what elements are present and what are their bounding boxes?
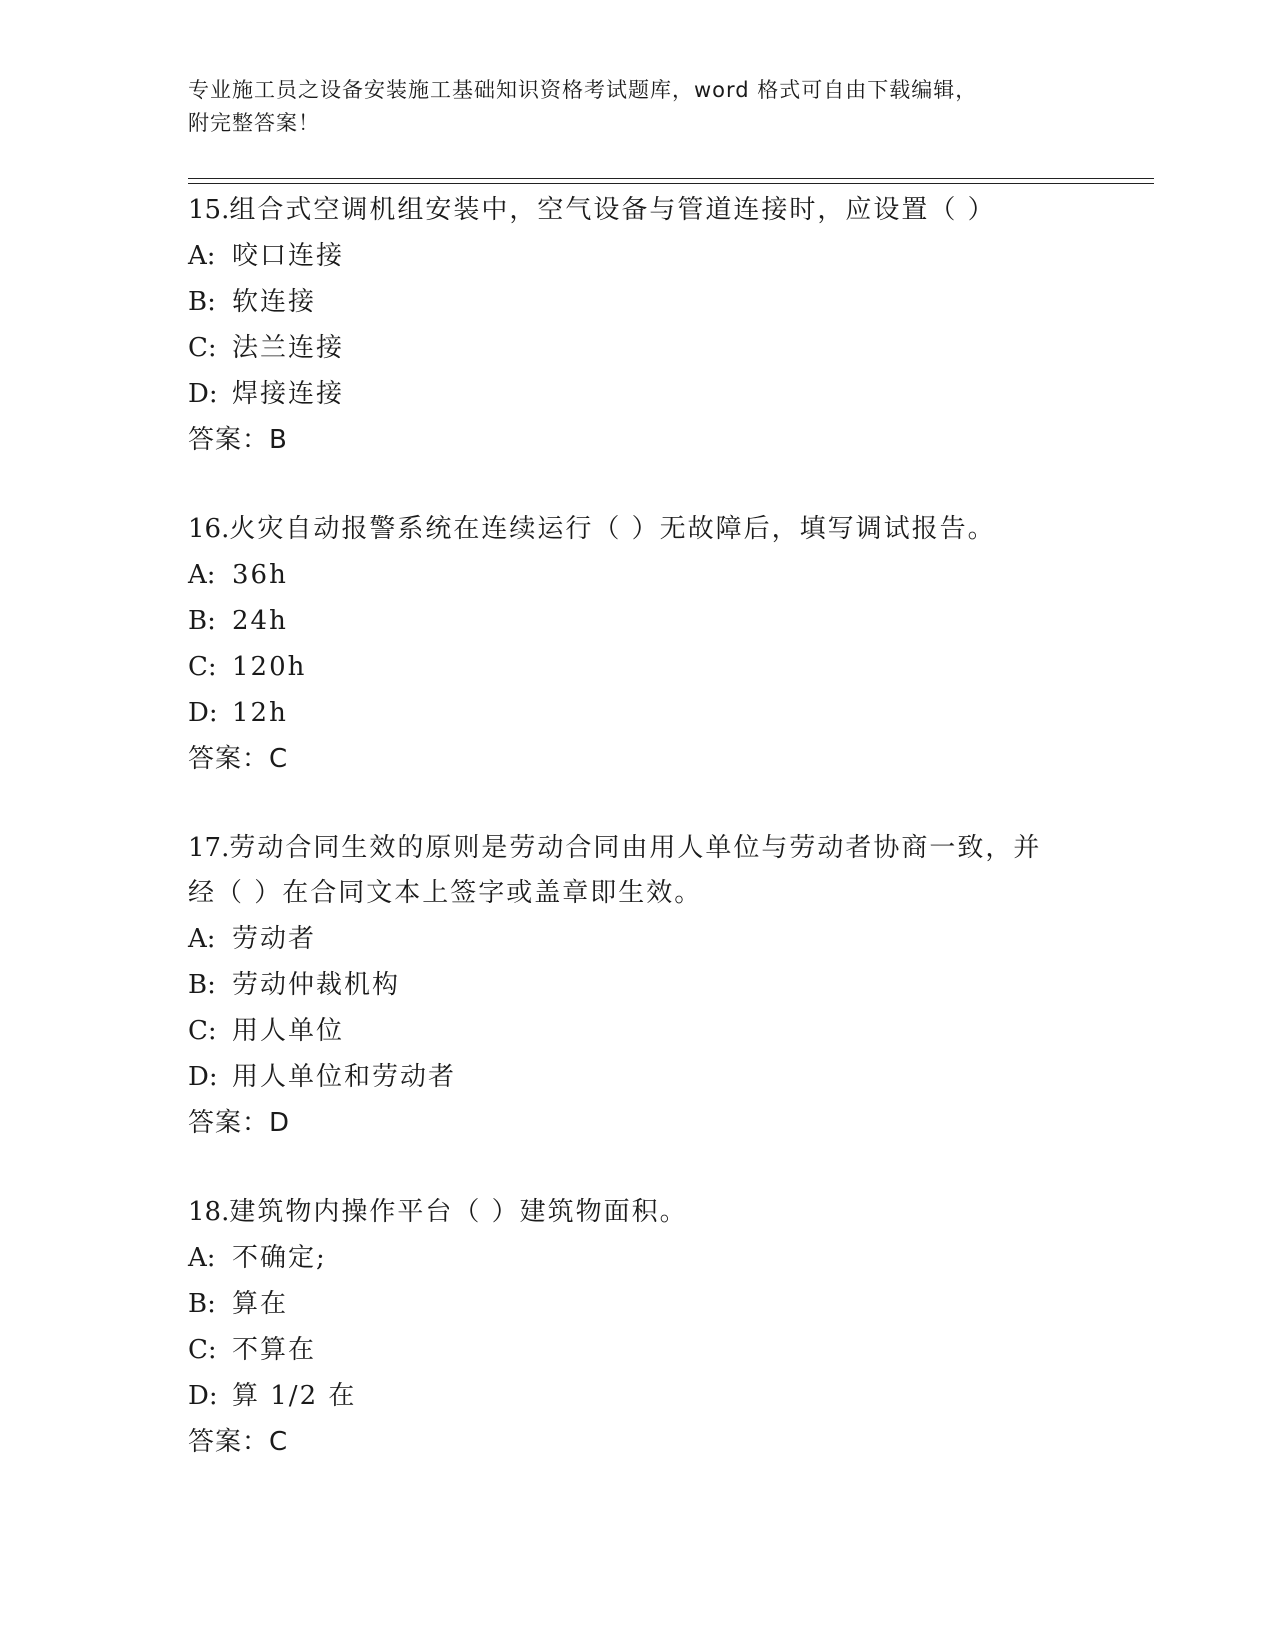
question-18	[188, 1190, 1088, 1465]
question-15	[188, 188, 1088, 463]
option-text: 用人单位和劳动者	[232, 1062, 457, 1092]
option-text: 焊接连接	[232, 379, 345, 409]
question-16	[188, 507, 1088, 782]
question-number: 16.	[188, 514, 230, 544]
option-d	[188, 1373, 1088, 1419]
option-d	[188, 690, 1088, 736]
option-a	[188, 916, 1088, 962]
question-list	[188, 188, 1088, 1509]
option-text: 不算在	[232, 1335, 317, 1365]
question-text-line-1: 劳动合同生效的原则是劳动合同由用人单位与劳动者协商一致，并	[229, 833, 1042, 863]
option-b	[188, 962, 1088, 1008]
option-key: B:	[188, 970, 216, 1000]
option-a	[188, 552, 1088, 598]
option-c	[188, 1008, 1088, 1054]
option-a	[188, 1235, 1088, 1281]
option-text: 120h	[232, 652, 307, 682]
question-text: 组合式空调机组安装中，空气设备与管道连接时，应设置（ ）	[229, 195, 996, 225]
option-a	[188, 233, 1088, 279]
option-key: B:	[188, 1289, 216, 1319]
header-divider-bottom	[188, 183, 1154, 184]
option-key: D:	[188, 698, 218, 728]
option-key: A:	[188, 241, 216, 271]
option-text: 24h	[232, 606, 288, 636]
question-number: 17.	[188, 833, 230, 863]
question-stem	[188, 188, 1088, 233]
question-stem	[188, 507, 1088, 552]
option-text: 软连接	[232, 287, 317, 317]
answer-line: 答案：B	[188, 425, 288, 455]
option-key: C:	[188, 333, 217, 363]
option-b	[188, 279, 1088, 325]
option-c	[188, 1327, 1088, 1373]
option-text: 咬口连接	[232, 241, 345, 271]
header-title-line-1: 专业施工员之设备安装施工基础知识资格考试题库，word 格式可自由下载编辑，	[188, 78, 978, 102]
header-divider-top	[188, 178, 1154, 179]
option-key: D:	[188, 379, 218, 409]
answer-line: 答案：C	[188, 1427, 289, 1457]
option-text: 用人单位	[232, 1016, 345, 1046]
option-d	[188, 1054, 1088, 1100]
option-key: B:	[188, 606, 216, 636]
option-c	[188, 325, 1088, 371]
question-17	[188, 826, 1088, 1146]
option-key: C:	[188, 1335, 217, 1365]
option-text: 劳动仲裁机构	[232, 970, 401, 1000]
answer-line: 答案：D	[188, 1108, 291, 1138]
option-text: 法兰连接	[232, 333, 345, 363]
option-key: D:	[188, 1062, 218, 1092]
option-key: A:	[188, 560, 216, 590]
option-key: B:	[188, 287, 216, 317]
option-text: 12h	[232, 698, 288, 728]
question-text: 建筑物内操作平台（ ）建筑物面积。	[229, 1197, 688, 1227]
option-d	[188, 371, 1088, 417]
option-text: 不确定;	[232, 1243, 327, 1273]
answer-line: 答案：C	[188, 744, 289, 774]
option-c	[188, 644, 1088, 690]
document-header	[188, 74, 1068, 140]
question-stem	[188, 826, 1088, 871]
question-number: 15.	[188, 195, 230, 225]
header-title-line-2: 附完整答案！	[188, 111, 320, 135]
option-text: 劳动者	[232, 924, 317, 954]
question-text-line-2: 经（ ）在合同文本上签字或盖章即生效。	[188, 878, 703, 908]
option-text: 36h	[232, 560, 288, 590]
option-key: A:	[188, 924, 216, 954]
question-text: 火灾自动报警系统在连续运行（ ）无故障后，填写调试报告。	[229, 514, 996, 544]
option-b	[188, 598, 1088, 644]
question-stem	[188, 1190, 1088, 1235]
option-key: D:	[188, 1381, 218, 1411]
question-number: 18.	[188, 1197, 230, 1227]
option-key: C:	[188, 652, 217, 682]
option-key: C:	[188, 1016, 217, 1046]
option-b	[188, 1281, 1088, 1327]
option-text: 算在	[232, 1289, 289, 1319]
option-key: A:	[188, 1243, 216, 1273]
option-text: 算 1/2 在	[232, 1381, 357, 1411]
